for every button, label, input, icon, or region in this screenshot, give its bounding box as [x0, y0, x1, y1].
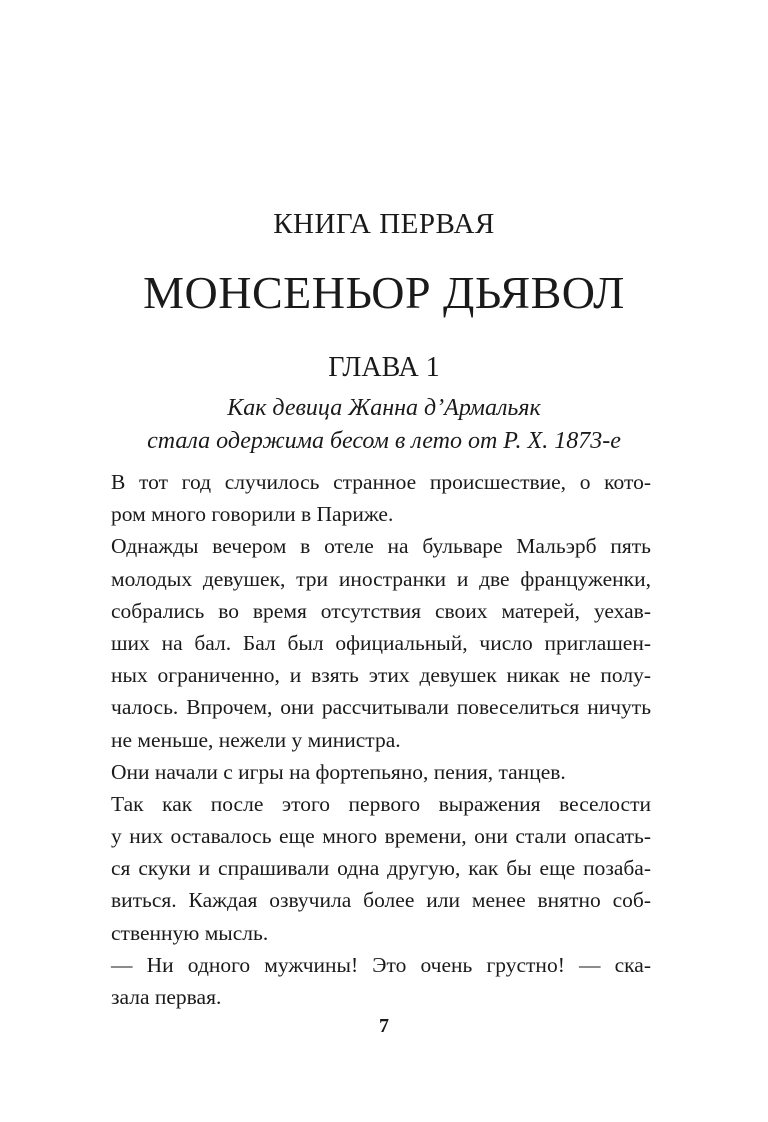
body-text: [111, 466, 651, 1013]
text-line: чалось. Впрочем, они рассчитывали повеселиться ничуть: [111, 695, 651, 720]
text-line: Они начали с игры на фортепьяно, пения, танцев.: [111, 759, 566, 784]
text-line: ных ограниченно, и взять этих девушек никак не полу-: [111, 663, 651, 688]
text-line: собрались во время отсутствия своих матерей, уехав-: [111, 598, 651, 623]
text-line: ром много говорили в Париже.: [111, 502, 394, 527]
book-title: КНИГА ПЕРВАЯ: [273, 208, 495, 240]
chapter-subtitle-line-1: Как девица Жанна д’Армальяк: [227, 395, 541, 421]
part-title: МОНСЕНЬОР ДЬЯВОЛ: [143, 267, 625, 318]
chapter-subtitle-line-2: стала одержима бесом в лето от Р. Х. 1873-е: [147, 428, 621, 454]
text-line: ся скуки и спрашивали одна другую, как бы еще позаба-: [111, 856, 651, 881]
chapter-title: ГЛАВА 1: [328, 352, 440, 383]
text-line: молодых девушек, три иностранки и две француженки,: [111, 566, 651, 591]
text-line: не меньше, нежели у министра.: [111, 727, 401, 752]
text-line: виться. Каждая озвучила более или менее внятно соб-: [111, 888, 651, 913]
text-line: В тот год случилось странное происшествие, о кото-: [111, 470, 651, 494]
text-line: у них оставалось еще много времени, они стали опасать-: [111, 824, 651, 849]
text-line: — Ни одного мужчины! Это очень грустно! — ска-: [111, 952, 651, 977]
text-line: Однажды вечером в отеле на бульваре Мальэрб пять: [111, 534, 651, 559]
text-line: ших на бал. Бал был официальный, число приглашен-: [111, 630, 651, 655]
text-line: ственную мысль.: [111, 920, 269, 945]
page-number: 7: [379, 1015, 389, 1037]
text-line: зала первая.: [111, 985, 222, 1009]
text-line: Так как после этого первого выражения веселости: [111, 791, 651, 816]
